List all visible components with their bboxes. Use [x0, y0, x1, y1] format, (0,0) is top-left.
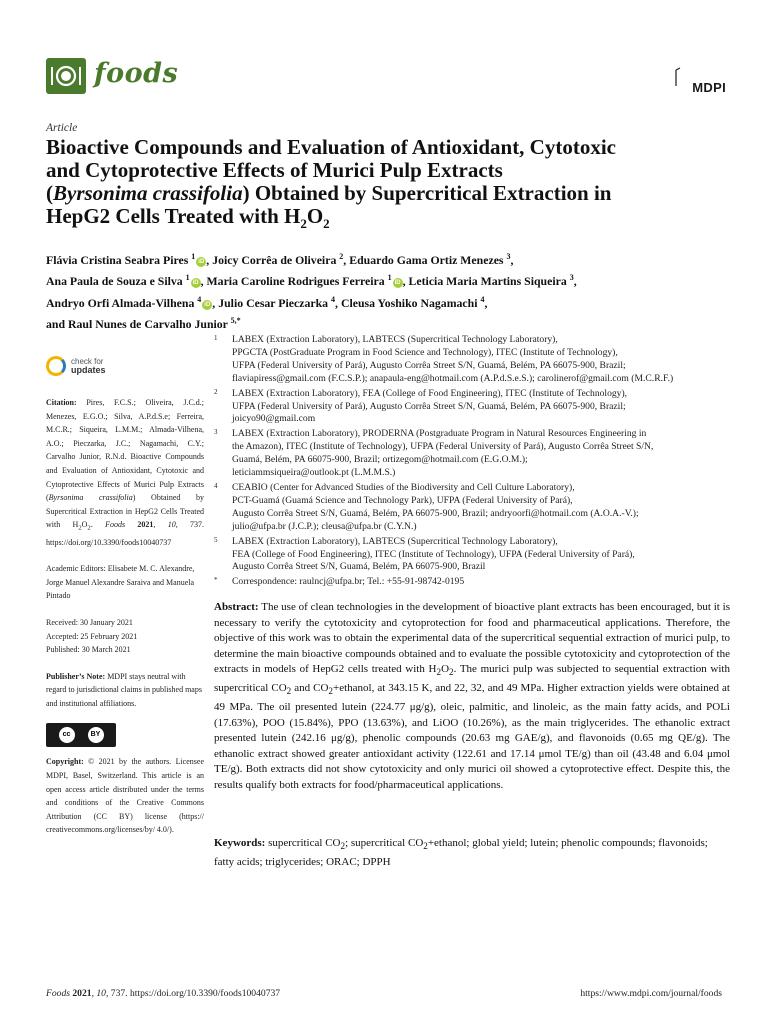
author-name[interactable]: Joicy Corrêa de Oliveira	[212, 252, 337, 267]
check-for-updates-button[interactable]	[46, 356, 204, 376]
author-name[interactable]: Julio Cesar Pieczarka	[218, 295, 329, 310]
orcid-icon[interactable]: iD	[192, 280, 199, 287]
affiliation-line: flaviapiress@gmail.com (F.C.S.P.); anapaula-eng@hotmail.com (A.P.d.S.e.S.); carolinerof@gmail.com (M.C.R.F.)	[232, 372, 674, 384]
affiliation-line: FEA (College of Food Engineering), ITEC (Institute of Technology), UFPA (Federal University of Pará),	[232, 548, 635, 560]
title-line: Bioactive Compounds and Evaluation of Antioxidant, Cytotoxic	[46, 135, 616, 159]
check-updates-icon	[46, 356, 66, 376]
affiliation-line: joicyo90@gmail.com	[232, 413, 316, 425]
title-line: and Cytoprotective Effects of Murici Pulp Extracts	[46, 158, 503, 182]
orcid-icon[interactable]: iD	[204, 301, 211, 308]
author-list	[46, 248, 726, 334]
author-affiliation-ref: 1	[185, 273, 190, 283]
affiliation-number: 2	[214, 387, 218, 396]
author-affiliation-ref: 3	[506, 252, 511, 261]
author-affiliation-ref: 4	[331, 294, 336, 304]
affiliation-line: LABEX (Extraction Laboratory), PRODERNA (Postgraduate Program in Natural Resources Engineering in	[232, 428, 647, 440]
article-sidebar	[46, 350, 204, 850]
affiliation-line: PCT-Guamá (Guamá Science and Technology Park), UFPA (Federal University of Pará),	[232, 494, 573, 506]
title-line: HepG2 Cells Treated with $H_2O_2$	[46, 204, 330, 232]
title-line: (Byrsonima crassifolia) Obtained by Supercritical Extraction in	[46, 181, 612, 205]
affiliation-number: 4	[214, 481, 218, 490]
affiliations	[214, 334, 730, 591]
affiliation-line: LABEX (Extraction Laboratory), FEA (College of Food Engineering), ITEC (Institute of Technology),	[232, 387, 628, 399]
author-name[interactable]: Flávia Cristina Seabra Pires	[46, 252, 189, 267]
author-name[interactable]: Eduardo Gama Ortiz Menezes	[349, 252, 504, 267]
author-affiliation-ref: 1	[387, 273, 392, 283]
affiliation-line: UFPA (Federal University of Pará), Augusto Corrêa Street S/N, Guamá, Belém, PA 66075-900, Brazil;	[232, 400, 626, 412]
keywords: Keywords: supercritical $CO_2$; supercritical $CO_2+ethanol$; global yield; lutein; phenolic compounds; flavonoids; fatty acids; triglycerides; ORAC; DPPH	[214, 837, 708, 868]
author-affiliation-ref: 2	[339, 252, 344, 261]
foods-logo-icon	[46, 58, 86, 94]
author-name[interactable]: Maria Caroline Rodrigues Ferreira	[206, 274, 385, 289]
abstract: Abstract: The use of clean technologies in the development of bioactive plant extracts has been encouraged, but it is necessary to verify the cytotoxicity and cytoprotection for food and pharmaceutical applications. Therefore, the objective of this work was to obtain the experimental data of the supercritical sequential extraction of murici pulp, to determine the main bioactive compounds obtained and to evaluate the possible cytotoxicity and cytoprotection of the extracts in models of HepG2 cells treated with $H_2O_2$. The murici pulp was subjected to sequential extraction with supercritical $CO_2$ and $CO_2+ethanol$, at 343.15 K, and 22, 32, and 49 MPa. Higher extraction yields were obtained at 49 MPa. The oil presented lutein (224.77 μg/g), oleic, palmitic, and linoleic, as the main fatty acids, and POLi (17.63%), POO (15.84%), PPO (13.63%), and LiOO (10.26%), as the main triglycerides. The ethanolic extract presented lutein (242.16 μg/g), phenolic compounds (20.63 mg GAE/g), and flavonoids (0.65 mg QE/g). The ethanolic extract showed greater antioxidant activity (122.61 and 17.14 μmol TE/g) than oil (43.48 and 6.04 μmol TE/g). Both extracts did not show cytotoxicity and only murici oil showed a cytoprotective effect. Despite this, the results qualify both extracts for food/pharmaceutical applications.	[214, 601, 730, 791]
author-line: and Raul Nunes de Carvalho Junior $^{5,*}$	[46, 316, 241, 332]
affiliation-line: Guamá, Belém, PA 66075-900, Brazil; ortizegom@hotmail.com (E.G.O.M.);	[232, 454, 528, 466]
published-date: Published: 30 March 2021	[46, 645, 131, 655]
academic-editors: Academic Editors: Elisabete M. C. Alexandre, Jorge Manuel Alexandre Saraiva and Manuela Pintado	[46, 564, 195, 601]
author-name[interactable]: Leticia Maria Martins Siqueira	[408, 274, 567, 289]
affiliation-number: 1	[214, 334, 218, 342]
author-line: Flávia Cristina Seabra Pires $^1$iD , Joicy Corrêa de Oliveira $^2$, Eduardo Gama Ortiz Menezes $^3$,	[46, 252, 514, 267]
journal-url-link[interactable]: https://www.mdpi.com/journal/foods	[580, 988, 722, 999]
affiliation-line: Correspondence: raulncj@ufpa.br; Tel.: +55-91-98742-0195	[232, 576, 465, 588]
citation: Citation: Pires, F.C.S.; Oliveira, J.C.d.; Menezes, E.G.O.; Silva, A.P.d.S.e; Ferreira, M.C.R.; Siqueira, L.M.M.; Almada-Vilhena, A.O.; Pieczarka, J.C.; Nagamachi, C.Y.; Carvalho Junior, R.N.d. Bioactive Compounds and Evaluation of Antioxidant, Cytotoxic and Cytoprotective Effects of Murici Pulp Extracts (Byrsonima crassifolia) Obtained by Supercritical Extraction in HepG2 Cells Treated with $H_2O_2$. Foods 2021, 10, 737. https://doi.org/10.3390/foods10040737	[46, 398, 204, 547]
article-type: Article	[46, 122, 78, 134]
mdpi-logo-icon[interactable]	[674, 66, 726, 95]
copyright: Copyright: © 2021 by the authors. Licensee MDPI, Basel, Switzerland. This article is an open access article distributed under the terms and conditions of the Creative Commons Attribution (CC BY) license (https:// creativecommons.org/licenses/by/ 4.0/).	[46, 757, 204, 835]
updates-label: updates	[71, 365, 106, 375]
keywords-label: Keywords:	[214, 837, 266, 849]
author-name[interactable]: Cleusa Yoshiko Nagamachi	[340, 295, 478, 310]
journal-name[interactable]: foods	[94, 58, 179, 89]
author-line: Ana Paula de Souza e Silva $^1$iD , Maria Caroline Rodrigues Ferreira $^1$iD , Leticia Maria Martins Siqueira $^3$,	[46, 273, 577, 289]
author-affiliation-ref: 4	[480, 294, 485, 304]
author-affiliation-ref: 4	[197, 294, 202, 304]
affiliation-item	[214, 482, 730, 534]
affiliation-line: UFPA (Federal University of Pará), Augusto Corrêa Street S/N, Guamá, Belém, PA 66075-900, Brazil;	[232, 359, 626, 371]
dates	[46, 616, 204, 657]
author-line: Andryo Orfi Almada-Vilhena $^4$iD , Julio Cesar Pieczarka $^4$, Cleusa Yoshiko Nagamachi $^4$,	[46, 294, 488, 310]
affiliation-number: *	[214, 576, 218, 585]
affiliation-line: LABEX (Extraction Laboratory), LABTECS (Supercritical Technology Laboratory),	[232, 334, 558, 345]
affiliation-line: the Amazon), ITEC (Institute of Technology), UFPA (Federal University of Pará), Augusto Corrêa Street S/N,	[232, 441, 654, 453]
by-icon: BY	[88, 727, 104, 743]
publisher-note: Publisher’s Note: MDPI stays neutral with regard to jurisdictional claims in published maps and institutional affiliations.	[46, 671, 202, 708]
author-affiliation-ref: 5,*	[230, 316, 241, 326]
affiliation-number: 5	[214, 535, 218, 544]
affiliation-line: PPGCTA (PostGraduate Program in Food Science and Technology), ITEC (Institute of Technology),	[232, 346, 618, 358]
check-updates-label: check for	[71, 357, 104, 366]
affiliation-item	[214, 388, 730, 427]
author-name[interactable]: Ana Paula de Souza e Silva	[46, 274, 183, 289]
affiliation-line: Augusto Corrêa Street S/N, Guamá, Belém, PA 66075-900, Brazil	[232, 561, 486, 573]
affiliation-item	[214, 536, 730, 575]
author-affiliation-ref: 1	[191, 252, 196, 261]
affiliation-number: 3	[214, 428, 218, 437]
abstract-label: Abstract:	[214, 601, 259, 613]
cc-icon: cc	[59, 727, 75, 743]
affiliation-item	[214, 334, 730, 386]
species-name: Byrsonima crassifolia	[53, 181, 243, 205]
affiliation-line: leticiammsiqueira@outlook.pt (L.M.M.S.)	[232, 467, 396, 479]
affiliation-line: Augusto Corrêa Street S/N, Guamá, Belém, PA 66075-900, Brazil; andryoorfi@hotmail.com (A.O.A.-V.);	[232, 507, 639, 519]
article-title	[46, 136, 736, 235]
affiliation-line: julio@ufpa.br (J.C.P.); cleusa@ufpa.br (C.Y.N.)	[232, 520, 417, 532]
accepted-date: Accepted: 25 February 2021	[46, 631, 138, 641]
footer-citation: Foods 2021, 10, 737. https://doi.org/10.3390/foods10040737	[46, 988, 281, 999]
affiliation-line: CEABIO (Center for Advanced Studies of the Biodiversity and Cell Culture Laboratory),	[232, 481, 575, 493]
orcid-icon[interactable]: iD	[198, 258, 205, 265]
publisher-name: MDPI	[692, 80, 726, 95]
author-name[interactable]: Raul Nunes de Carvalho Junior	[67, 317, 228, 332]
affiliation-item	[214, 428, 730, 480]
author-name[interactable]: Andryo Orfi Almada-Vilhena	[46, 295, 195, 310]
affiliation-item	[214, 576, 730, 589]
cc-by-license-badge[interactable]	[46, 723, 116, 747]
author-affiliation-ref: 3	[569, 273, 574, 283]
orcid-icon[interactable]: iD	[394, 280, 401, 287]
journal-header	[46, 56, 726, 100]
affiliation-line: LABEX (Extraction Laboratory), LABTECS (Supercritical Technology Laboratory),	[232, 535, 558, 547]
received-date: Received: 30 January 2021	[46, 617, 133, 627]
